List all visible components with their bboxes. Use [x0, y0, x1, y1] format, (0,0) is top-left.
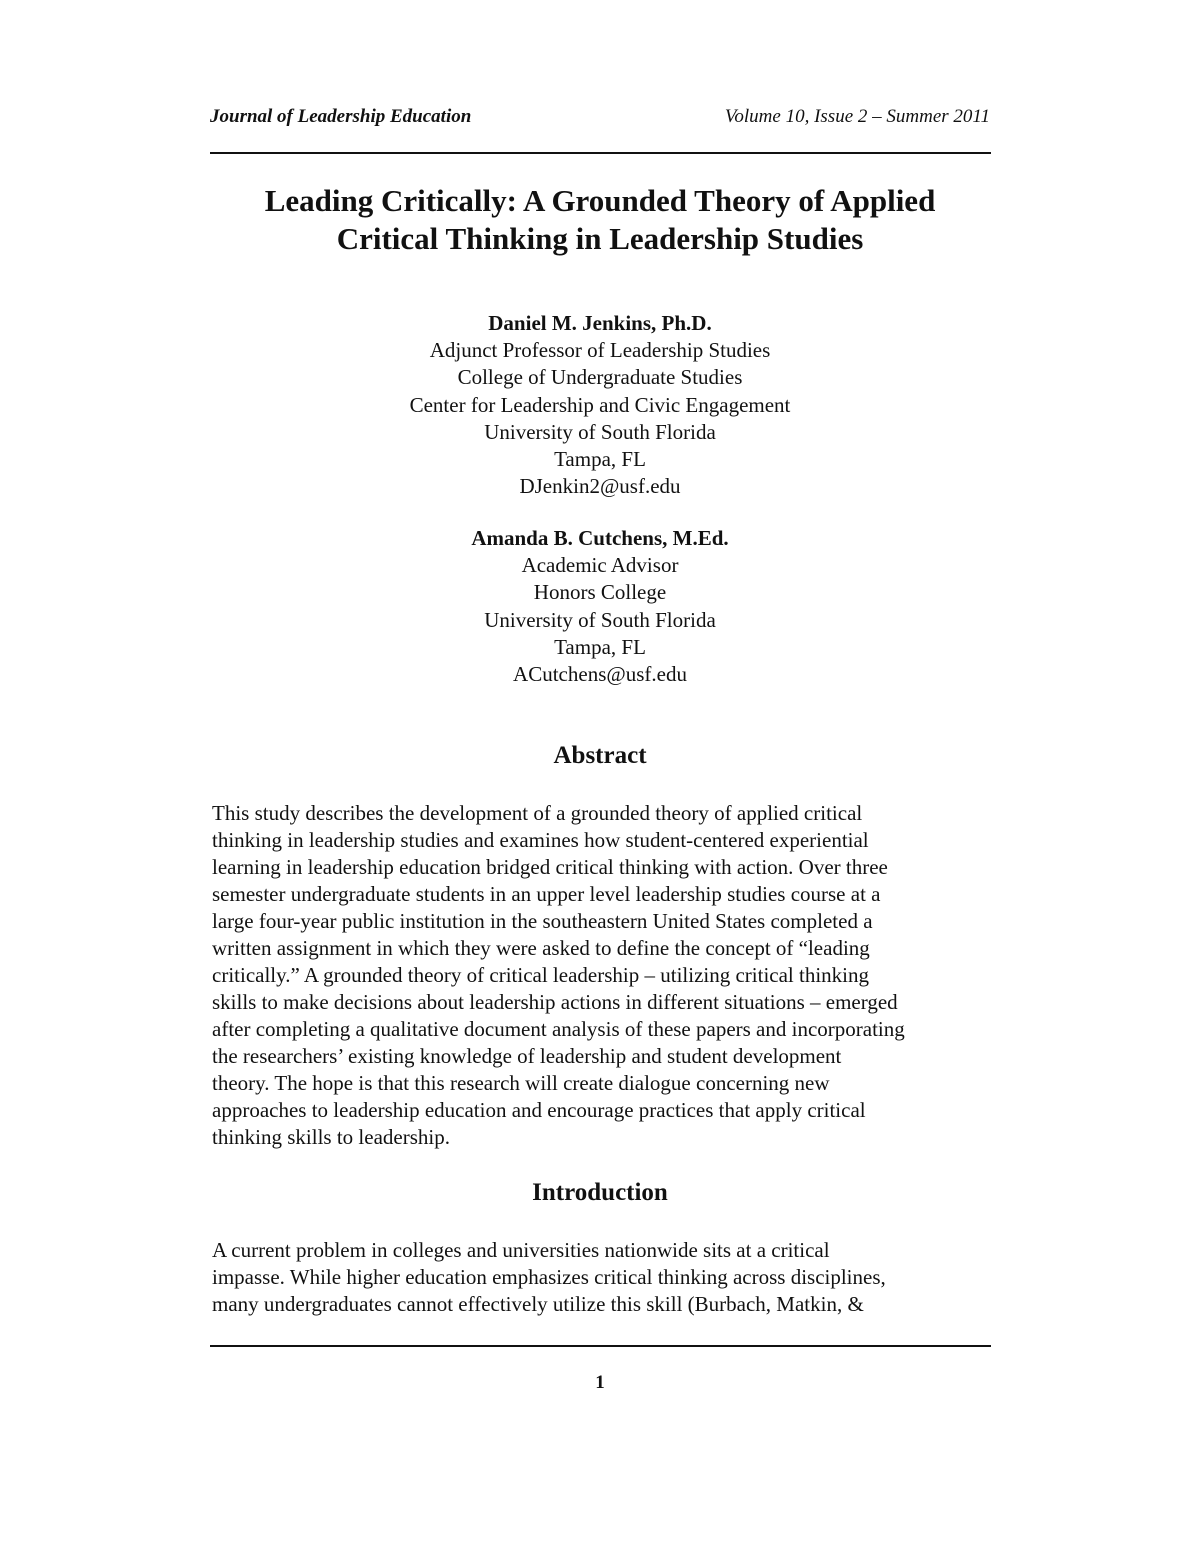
abstract-line: skills to make decisions about leadership actions in different situations – emerged	[212, 990, 898, 1014]
abstract-line: critically.” A grounded theory of critical leadership – utilizing critical thinking	[212, 963, 870, 987]
author-university: University of South Florida	[484, 419, 716, 444]
abstract-line: thinking skills to leadership.	[212, 1125, 450, 1149]
author-block	[300, 310, 900, 500]
introduction-line: A current problem in colleges and universities nationwide sits at a critical	[212, 1238, 830, 1262]
abstract-line: This study describes the development of a grounded theory of applied critical	[212, 801, 863, 825]
author-position: Academic Advisor	[521, 553, 679, 578]
header-rule	[210, 152, 991, 154]
author-name: Amanda B. Cutchens, M.Ed.	[471, 526, 729, 550]
abstract-line: learning in leadership education bridged critical thinking with action. Over three	[212, 855, 888, 879]
abstract-body	[212, 800, 1002, 1151]
author-location: Tampa, FL	[554, 447, 646, 472]
abstract-line: theory. The hope is that this research will create dialogue concerning new	[212, 1071, 830, 1095]
page-number: 1	[595, 1372, 605, 1393]
running-header	[210, 106, 990, 132]
author-university: University of South Florida	[484, 607, 716, 632]
introduction-line: many undergraduates cannot effectively utilize this skill (Burbach, Matkin, &	[212, 1292, 864, 1316]
abstract-line: approaches to leadership education and encourage practices that apply critical	[212, 1098, 866, 1122]
footer-rule	[210, 1345, 991, 1347]
author-block	[300, 525, 900, 688]
abstract-line: the researchers’ existing knowledge of leadership and student development	[212, 1044, 842, 1068]
author-center: Center for Leadership and Civic Engagement	[409, 392, 791, 417]
introduction-line: impasse. While higher education emphasizes critical thinking across disciplines,	[212, 1265, 886, 1289]
abstract-line: large four-year public institution in the southeastern United States completed a	[212, 909, 873, 933]
author-email[interactable]: ACutchens@usf.edu	[513, 662, 687, 687]
author-college: Honors College	[533, 580, 667, 605]
author-college: College of Undergraduate Studies	[457, 365, 743, 390]
abstract-heading: Abstract	[553, 742, 647, 769]
introduction-body	[212, 1237, 1002, 1318]
abstract-line: after completing a qualitative document analysis of these papers and incorporating	[212, 1017, 905, 1041]
issue-info: Volume 10, Issue 2 – Summer 2011	[724, 106, 990, 127]
abstract-line: semester undergraduate students in an upper level leadership studies course at a	[212, 882, 881, 906]
author-email[interactable]: DJenkin2@usf.edu	[519, 474, 681, 499]
author-position: Adjunct Professor of Leadership Studies	[429, 338, 771, 363]
abstract-line: written assignment in which they were asked to define the concept of “leading	[212, 936, 870, 960]
abstract-line: thinking in leadership studies and examines how student-centered experiential	[212, 828, 869, 852]
paper-title	[150, 182, 1050, 258]
journal-name: Journal of Leadership Education	[210, 106, 472, 127]
author-name: Daniel M. Jenkins, Ph.D.	[488, 311, 712, 335]
title-line: Critical Thinking in Leadership Studies	[336, 221, 864, 256]
introduction-heading: Introduction	[532, 1179, 668, 1206]
title-line: Leading Critically: A Grounded Theory of Applied	[264, 183, 936, 218]
author-location: Tampa, FL	[554, 634, 646, 659]
